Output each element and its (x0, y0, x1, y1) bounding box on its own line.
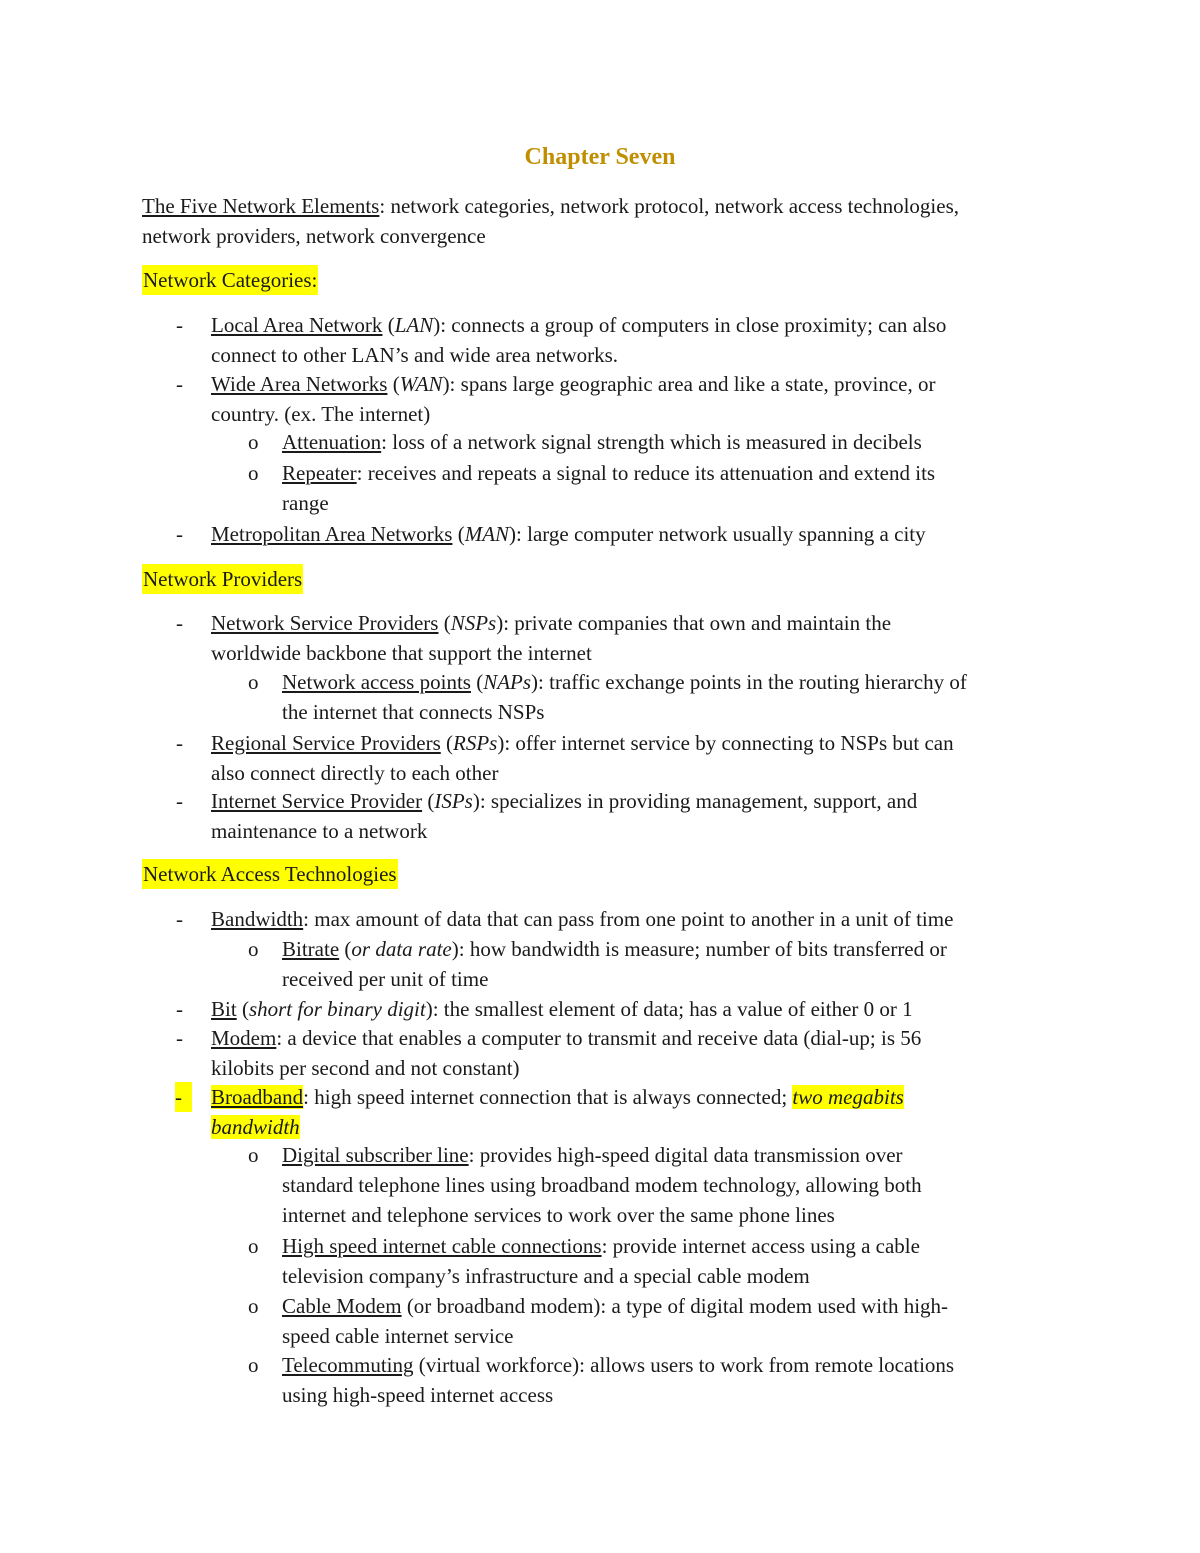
section-heading-categories: Network Categories: (142, 265, 318, 295)
intro-term: The Five Network Elements (142, 194, 380, 218)
document-page: Chapter Seven The Five Network Elements: network categories, network protocol, network access technologies, network providers, network convergence Network Categories: - Local Area Network (LAN): connects a group of computers in close proximity; can also connect to other LAN’s and wide area networks. - Wide Area Networks (WAN): spans large geographic area and like a state, province, or country. (ex. The internet) o Attenuation: loss of a network signal strength which is measured in decibels o Repeater: receives and repeats a signal to reduce its attenuation and extend its range - Metropolitan Area Networks (MAN): large computer network usually spanning a city Network Providers - Network Service Providers (NSPs): private companies that own and maintain the worldwide backbone that support the internet o Network access points (NAPs): traffic exchange points in the routing hierarchy of the internet that connects NSPs - Regional Service Providers (RSPs): offer internet service by connecting to NSPs but can also connect directly to each other - Internet Service Provider (ISPs): specializes in providing management, support, and maintenance to a network Network Access Technologies - Bandwidth: max amount of data that can pass from one point to another in a unit of time o Bitrate (or data rate): how bandwidth is measure; number of bits transferred or received per unit of time - Bit (short for binary digit): the smallest element of data; has a value of either 0 or 1 - Modem: a device that enables a computer to transmit and receive data (dial-up; is 56 kilobits per second and not constant) - Broadband: high speed internet connection that is always connected; two megabits bandwidth o Digital subscriber line: provides high-speed digital data transmission over standard telephone lines using broadband modem technology, allowing both internet and telephone services to work over the same phone lines o High speed internet cable connections: provide internet access using a cable television company’s infrastructure and a special cable modem o Cable Modem (or broadband modem): a type of digital modem used with high- speed cable internet service o Telecommuting (virtual workforce): allows users to work from remote locations using high-speed internet access (0, 0, 1200, 1553)
section-heading-access: Network Access Technologies (142, 859, 398, 889)
page-title: Chapter Seven (524, 144, 676, 170)
highlighted-note: two megabits (792, 1085, 904, 1109)
intro-paragraph: The Five Network Elements: network categories, network protocol, network access technologies, network providers, network convergence (142, 194, 960, 248)
section-heading-providers: Network Providers (142, 564, 303, 594)
